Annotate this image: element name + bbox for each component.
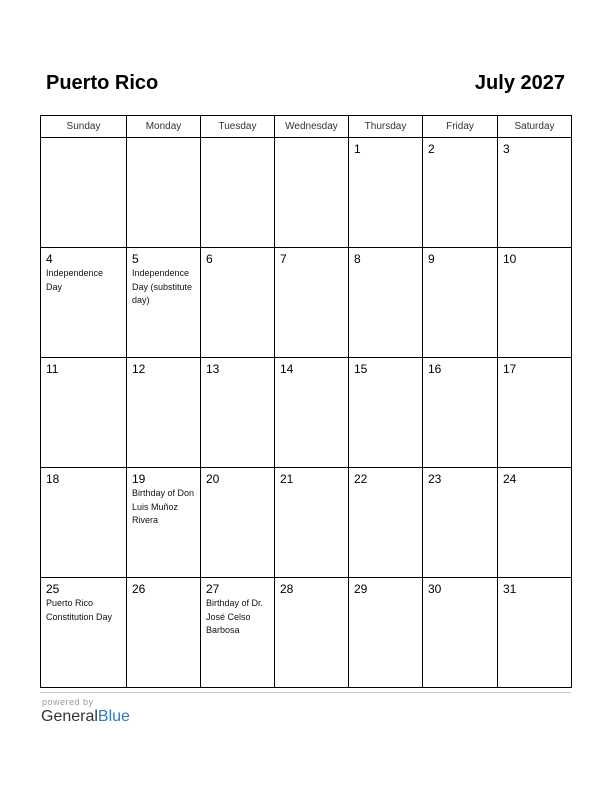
day-cell <box>349 578 423 688</box>
day-number: 15 <box>354 362 368 376</box>
day-number: 23 <box>428 472 442 486</box>
day-cell <box>275 358 349 468</box>
day-number: 14 <box>280 362 294 376</box>
day-cell <box>498 248 572 358</box>
day-cell <box>41 138 127 248</box>
day-cell <box>127 358 201 468</box>
week-row <box>41 138 572 248</box>
day-number: 6 <box>206 252 213 266</box>
day-cell <box>275 468 349 578</box>
day-cell <box>41 358 127 468</box>
brand-blue: Blue <box>97 708 130 725</box>
weekday-wednesday: Wednesday <box>275 116 349 138</box>
day-cell <box>127 138 201 248</box>
day-cell <box>423 248 498 358</box>
day-number: 27 <box>206 582 220 596</box>
calendar-grid <box>40 115 572 688</box>
day-cell <box>498 358 572 468</box>
day-number: 19 <box>132 472 146 486</box>
day-cell <box>275 578 349 688</box>
powered-by-text: powered by <box>42 697 94 707</box>
weekday-tuesday: Tuesday <box>201 116 275 138</box>
day-cell <box>498 578 572 688</box>
day-number: 12 <box>132 362 146 376</box>
day-number: 18 <box>46 472 60 486</box>
footer-divider <box>40 692 571 693</box>
day-number: 21 <box>280 472 294 486</box>
day-number: 4 <box>46 252 53 266</box>
day-number: 7 <box>280 252 287 266</box>
day-cell <box>349 248 423 358</box>
day-number: 31 <box>503 582 517 596</box>
day-number: 28 <box>280 582 294 596</box>
weekday-header-row <box>41 116 572 138</box>
day-number: 13 <box>206 362 220 376</box>
day-cell <box>498 138 572 248</box>
day-number: 30 <box>428 582 442 596</box>
day-number: 17 <box>503 362 517 376</box>
day-cell <box>423 578 498 688</box>
day-number: 10 <box>503 252 517 266</box>
day-cell <box>275 248 349 358</box>
country-title: Puerto Rico <box>46 72 159 94</box>
day-number: 16 <box>428 362 442 376</box>
day-number: 2 <box>428 142 435 156</box>
day-cell <box>423 138 498 248</box>
day-number: 24 <box>503 472 517 486</box>
weekday-monday: Monday <box>127 116 201 138</box>
day-cell <box>41 578 127 688</box>
day-number: 25 <box>46 582 60 596</box>
month-title: July 2027 <box>474 72 565 94</box>
day-number: 5 <box>132 252 139 266</box>
week-row <box>41 358 572 468</box>
day-cell <box>41 248 127 358</box>
day-number: 11 <box>46 362 59 376</box>
day-cell <box>423 358 498 468</box>
day-cell <box>201 358 275 468</box>
day-cell <box>41 468 127 578</box>
day-cell <box>349 358 423 468</box>
day-number: 9 <box>428 252 435 266</box>
day-cell <box>498 468 572 578</box>
holiday-label: Birthday of Dr. José Celso Barbosa <box>206 598 264 635</box>
day-cell <box>201 468 275 578</box>
holiday-label: Birthday of Don Luis Muñoz Rivera <box>132 488 195 525</box>
brand-general: General <box>41 708 98 725</box>
week-row <box>41 248 572 358</box>
holiday-label: Independence Day <box>46 268 104 292</box>
day-number: 22 <box>354 472 368 486</box>
day-cell <box>423 468 498 578</box>
day-cell <box>201 578 275 688</box>
brand-logo <box>41 708 130 726</box>
day-number: 29 <box>354 582 368 596</box>
day-cell <box>201 138 275 248</box>
day-number: 8 <box>354 252 361 266</box>
holiday-label: Independence Day (substitute day) <box>132 268 193 305</box>
day-number: 26 <box>132 582 146 596</box>
day-cell <box>127 578 201 688</box>
day-cell <box>201 248 275 358</box>
day-cell <box>349 468 423 578</box>
weekday-thursday: Thursday <box>349 116 423 138</box>
day-number: 1 <box>354 142 361 156</box>
day-number: 20 <box>206 472 220 486</box>
day-cell <box>127 468 201 578</box>
week-row <box>41 468 572 578</box>
day-number: 3 <box>503 142 510 156</box>
weekday-sunday: Sunday <box>41 116 127 138</box>
weekday-saturday: Saturday <box>498 116 572 138</box>
holiday-label: Puerto Rico Constitution Day <box>46 598 113 622</box>
day-cell <box>127 248 201 358</box>
day-cell <box>275 138 349 248</box>
weekday-friday: Friday <box>423 116 498 138</box>
week-row <box>41 578 572 688</box>
calendar-body <box>41 138 572 688</box>
day-cell <box>349 138 423 248</box>
